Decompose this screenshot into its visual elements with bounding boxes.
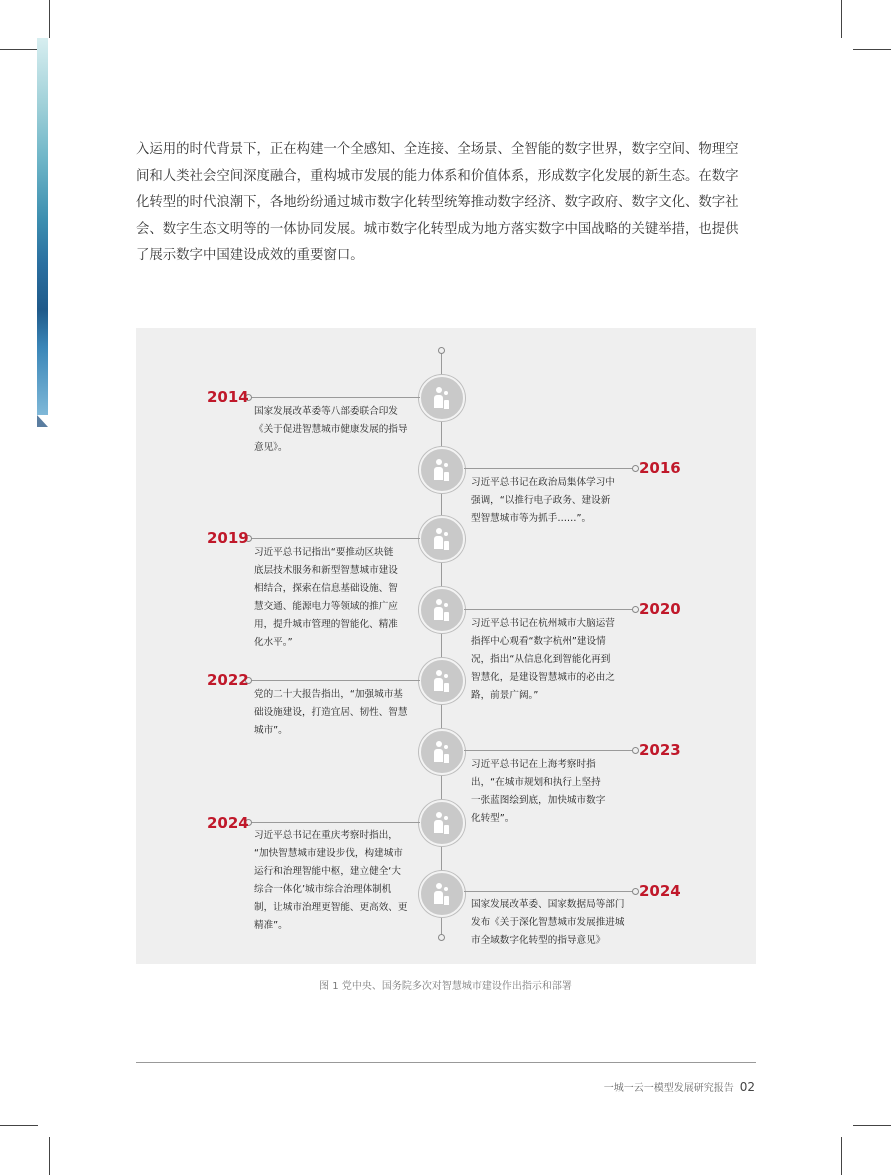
desc-line: 市全域数字化转型的指导意见》: [471, 935, 606, 946]
desc-line: 指挥中心观看“数字杭州”建设情: [471, 636, 606, 647]
timeline-description: [471, 756, 605, 828]
year-label: 2024: [207, 814, 249, 832]
timeline-description: [254, 544, 398, 652]
spine-end-dot: [438, 934, 445, 941]
person-icon: [419, 375, 465, 421]
paragraph-line: 入运用的时代背景下，正在构建一个全感知、全连接、全场景、全智能的数字世界，数字空间、物理空: [136, 142, 739, 157]
desc-line: 意见》。: [254, 442, 288, 453]
page-number: 02: [739, 1080, 755, 1094]
timeline-description: [471, 474, 615, 528]
desc-line: 精准”。: [254, 920, 288, 931]
desc-line: 况，指出“从信息化到智能化再到: [471, 654, 611, 665]
connector-line: [464, 891, 634, 892]
desc-line: “加快智慧城市建设步伐，构建城市: [254, 848, 403, 859]
year-label: 2014: [207, 388, 249, 406]
connector-line: [250, 538, 420, 539]
desc-line: 发布《关于深化智慧城市发展推进城: [471, 917, 625, 928]
crop-mark: [0, 1125, 38, 1126]
desc-line: 型智慧城市等为抓手……”。: [471, 513, 592, 524]
connector-line: [464, 468, 634, 469]
connector-line: [250, 680, 420, 681]
desc-line: 相结合，探索在信息基础设施、智: [254, 583, 398, 594]
footer-divider: [136, 1062, 756, 1063]
crop-mark: [49, 0, 50, 38]
person-icon: [419, 800, 465, 846]
connector-line: [464, 750, 634, 751]
timeline-spine: [441, 353, 442, 938]
year-label: 2019: [207, 529, 249, 547]
year-label: 2016: [639, 459, 681, 477]
desc-line: 化水平。”: [254, 637, 293, 648]
desc-line: 慧交通、能源电力等领域的推广应: [254, 601, 398, 612]
desc-line: 习近平总书记指出“要推动区块链: [254, 547, 394, 558]
crop-mark: [0, 49, 38, 50]
desc-line: 制，让城市治理更智能、更高效、更: [254, 902, 408, 913]
desc-line: 习近平总书记在政治局集体学习中: [471, 477, 615, 488]
paragraph-line: 会、数字生态文明等的一体协同发展。城市数字化转型成为地方落实数字中国战略的关键举措，也提供: [136, 221, 739, 237]
spine-end-dot: [438, 347, 445, 354]
connector-line: [464, 609, 634, 610]
desc-line: 国家发展改革委、国家数据局等部门: [471, 899, 625, 910]
desc-line: 化转型”。: [471, 813, 515, 824]
person-icon: [419, 658, 465, 704]
desc-line: 综合一体化’城市综合治理体制机: [254, 884, 392, 895]
desc-line: 运行和治理智能中枢，建立健全‘大: [254, 866, 401, 877]
year-label: 2022: [207, 671, 249, 689]
crop-mark: [841, 1137, 842, 1175]
desc-line: 一张蓝图绘到底，加快城市数字: [471, 795, 606, 806]
desc-line: 城市”。: [254, 725, 288, 736]
timeline-description: [254, 827, 408, 935]
crop-mark: [49, 1137, 50, 1175]
paragraph-line: 了展示数字中国建设成效的重要窗口。: [136, 248, 364, 263]
desc-line: 强调，“以推行电子政务、建设新: [471, 495, 611, 506]
connector-dot: [632, 465, 639, 472]
footer-title: 一城一云一模型发展研究报告: [603, 1083, 734, 1094]
desc-line: 底层技术服务和新型智慧城市建设: [254, 565, 398, 576]
desc-line: 出，“在城市规划和执行上坚持: [471, 777, 601, 788]
year-label: 2020: [639, 600, 681, 618]
timeline-description: [254, 403, 408, 457]
desc-line: 习近平总书记在上海考察时指: [471, 759, 596, 770]
connector-line: [250, 397, 420, 398]
paragraph-line: 化转型的时代浪潮下，各地纷纷通过城市数字化转型统筹推动数字经济、数字政府、数字文化、数字社: [136, 195, 739, 210]
paragraph-line: 间和人类社会空间深度融合，重构城市发展的能力体系和价值体系，形成数字化发展的新生态。在数字: [136, 168, 739, 184]
timeline-figure: [136, 328, 756, 964]
figure-caption: 图 1 党中央、国务院多次对智慧城市建设作出指示和部署: [319, 981, 572, 992]
crop-mark: [841, 0, 842, 38]
connector-dot: [632, 606, 639, 613]
person-icon: [419, 516, 465, 562]
year-label: 2024: [639, 882, 681, 900]
year-label: 2023: [639, 741, 681, 759]
desc-line: 习近平总书记在杭州城市大脑运营: [471, 618, 615, 629]
person-icon: [419, 587, 465, 633]
crop-mark: [853, 49, 891, 50]
timeline-description: [471, 615, 615, 705]
person-icon: [419, 447, 465, 493]
decorative-city-strip: [37, 38, 48, 415]
person-icon: [419, 729, 465, 775]
desc-line: 智慧化，是建设智慧城市的必由之: [471, 672, 615, 683]
desc-line: 础设施建设，打造宜居、韧性、智慧: [254, 707, 408, 718]
desc-line: 党的二十大报告指出，“加强城市基: [254, 689, 403, 700]
timeline-description: [254, 686, 408, 740]
person-icon: [419, 871, 465, 917]
desc-line: 路，前景广阔。”: [471, 690, 539, 701]
connector-dot: [632, 747, 639, 754]
desc-line: 国家发展改革委等八部委联合印发: [254, 406, 398, 417]
connector-dot: [632, 888, 639, 895]
crop-mark: [853, 1125, 891, 1126]
timeline-description: [471, 896, 625, 950]
body-paragraph: [136, 137, 758, 270]
connector-line: [250, 822, 420, 823]
desc-line: 用，提升城市管理的智能化、精准: [254, 619, 398, 630]
desc-line: 《关于促进智慧城市健康发展的指导: [254, 424, 408, 435]
desc-line: 习近平总书记在重庆考察时指出，: [254, 830, 398, 841]
page-footer: [604, 1079, 755, 1094]
